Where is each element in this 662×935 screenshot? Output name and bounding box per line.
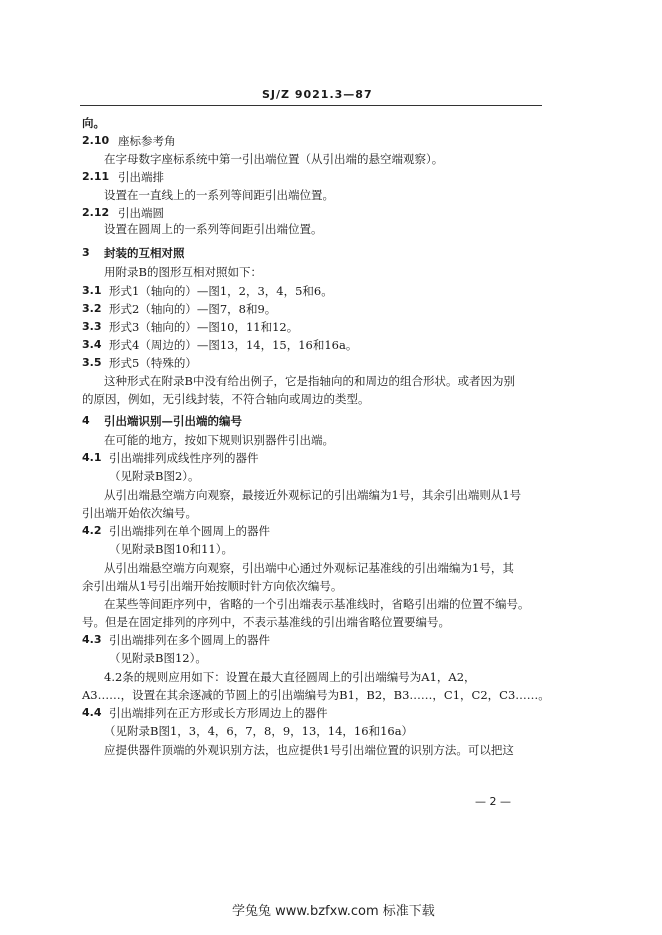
section-heading: 引出端排列在正方形或长方形周边上的器件 [109, 706, 328, 720]
body-text-line: 余引出端从1号引出端开始按顺时针方向依次编号。 [82, 579, 343, 593]
body-text-line: 从引出端悬空端方向观察，最接近外观标记的引出端编为1号，其余引出端则从1号 [104, 488, 522, 502]
body-text-line: 从引出端悬空端方向观察，引出端中心通过外观标记基准线的引出端编为1号，其 [104, 561, 514, 575]
section-number: 2.10 [82, 134, 110, 147]
section-number: 3.4 [82, 338, 102, 351]
body-text-line: 在某些等间距序列中，省略的一个引出端表示基准线时，省略引出端的位置不编号。 [104, 597, 530, 611]
body-text-line: （见附录B图10和11）。 [109, 542, 233, 556]
section-number: 3.2 [82, 302, 102, 315]
section-heading: 引出端排列在多个圆周上的器件 [109, 633, 270, 647]
section-heading: 引出端排列在单个圆周上的器件 [109, 524, 270, 538]
body-text-line: 这种形式在附录B中没有给出例子，它是指轴向的和周边的组合形状。或者因为别 [104, 374, 515, 388]
body-text-line: 设置在一直线上的一系列等间距引出端位置。 [104, 188, 334, 202]
section-number: 3.3 [82, 320, 102, 333]
section-heading: 形式4（周边的）—图13，14，15，16和16a。 [109, 338, 358, 352]
section-number: 2.11 [82, 170, 110, 183]
section-heading: 引出端排 [118, 170, 164, 184]
section-heading: 封装的互相对照 [104, 246, 185, 260]
section-number: 3.1 [82, 284, 102, 297]
section-heading: 引出端排列成线性序列的器件 [109, 451, 259, 465]
body-text-line: 4.2条的规则应用如下：设置在最大直径圆周上的引出端编号为A1，A2， [104, 670, 476, 684]
body-text-line: （见附录B图1，3，4，6，7，8，9，13，14，16和16a） [104, 724, 414, 738]
body-text-line: 应提供器件顶端的外观识别方法，也应提供1号引出端位置的识别方法。可以把这 [104, 743, 514, 757]
body-text-line: 设置在圆周上的一系列等间距引出端位置。 [104, 222, 323, 236]
body-text-line: 号。但是在固定排列的序列中，不表示基准线的引出端省略位置要编号。 [82, 615, 450, 629]
body-text-line: 用附录B的图形互相对照如下： [104, 265, 262, 279]
body-text-line: 在可能的地方，按如下规则识别器件引出端。 [104, 433, 334, 447]
section-number: 4 [82, 414, 90, 427]
document-header: SJ/Z 9021.3—87 [262, 88, 373, 101]
footer-watermark: 学兔兔 www.bzfxw.com 标准下载 [232, 904, 435, 919]
body-text-line: 在字母数字座标系统中第一引出端位置（从引出端的悬空端观察）。 [104, 152, 444, 166]
section-number: 2.12 [82, 206, 110, 219]
header-rule [80, 105, 542, 106]
body-text-line: A3……，设置在其余逐减的节圆上的引出端编号为B1，B2，B3……，C1，C2，C3……。 [82, 688, 550, 702]
section-number: 4.2 [82, 524, 102, 537]
section-number: 4.4 [82, 706, 102, 719]
section-number: 4.3 [82, 633, 102, 646]
section-number: 4.1 [82, 451, 102, 464]
section-heading: 引出端圆 [118, 206, 164, 220]
body-text-line: （见附录B图2）。 [109, 469, 200, 483]
section-heading: 形式5（特殊的） [109, 356, 197, 370]
section-heading: 形式3（轴向的）—图10，11和12。 [109, 320, 299, 334]
section-heading: 形式2（轴向的）—图7，8和9。 [109, 302, 277, 316]
body-text-line: 向。 [82, 116, 105, 130]
body-text-line: （见附录B图12）。 [109, 651, 207, 665]
section-heading: 形式1（轴向的）—图1，2，3，4，5和6。 [109, 284, 333, 298]
page-number: — 2 — [475, 795, 511, 808]
section-number: 3.5 [82, 356, 102, 369]
body-text-line: 引出端开始依次编号。 [82, 506, 197, 520]
section-number: 3 [82, 246, 90, 259]
section-heading: 座标参考角 [118, 134, 176, 148]
body-text-line: 的原因，例如，无引线封装，不符合轴向或周边的类型。 [82, 392, 370, 406]
section-heading: 引出端识别—引出端的编号 [104, 414, 242, 428]
